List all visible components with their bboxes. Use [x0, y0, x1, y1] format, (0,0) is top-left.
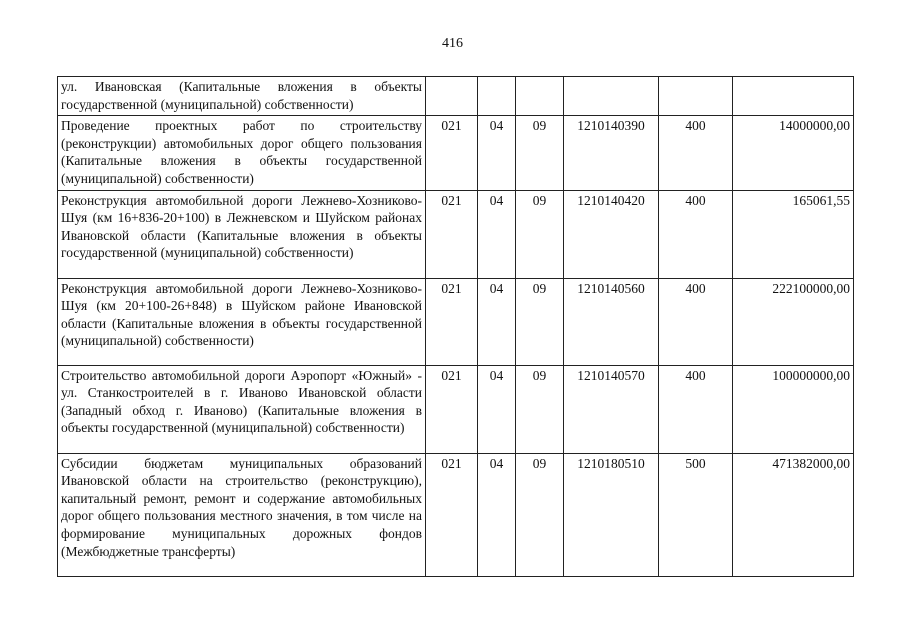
target-article-code: 1210140390: [564, 116, 659, 190]
table-row: [58, 365, 854, 453]
subsection-code: 09: [516, 453, 564, 576]
row-description: Реконструкция автомобильной дороги Лежнево-Хозниково-Шуя (км 20+100-26+848) в Шуйском районе Ивановской области (Капитальные вложения в объекты государственной (муниципальной) собственности): [58, 278, 426, 365]
section-code: 04: [478, 190, 516, 278]
budget-table: [57, 76, 854, 577]
section-code: 04: [478, 116, 516, 190]
ministry-code: 021: [426, 365, 478, 453]
subsection-code: 09: [516, 116, 564, 190]
section-code: 04: [478, 453, 516, 576]
ministry-code: 021: [426, 278, 478, 365]
amount: 471382000,00: [733, 453, 854, 576]
target-article-code: 1210140420: [564, 190, 659, 278]
row-description: ул. Ивановская (Капитальные вложения в объекты государственной (муниципальной) собственности): [58, 77, 426, 116]
subsection-code: 09: [516, 190, 564, 278]
amount: 100000000,00: [733, 365, 854, 453]
section-code: 04: [478, 365, 516, 453]
section-code: 04: [478, 278, 516, 365]
expense-type-code: [659, 77, 733, 116]
table-row: [58, 116, 854, 190]
expense-type-code: 400: [659, 365, 733, 453]
amount: 222100000,00: [733, 278, 854, 365]
expense-type-code: 400: [659, 278, 733, 365]
target-article-code: 1210180510: [564, 453, 659, 576]
target-article-code: [564, 77, 659, 116]
table-row: [58, 77, 854, 116]
row-description: Строительство автомобильной дороги Аэропорт «Южный» - ул. Станкостроителей в г. Иваново Ивановской области (Западный обход г. Иваново) (Капитальные вложения в объекты государственной (муниципальной) собственности): [58, 365, 426, 453]
amount: 14000000,00: [733, 116, 854, 190]
row-description: Проведение проектных работ по строительству (реконструкции) автомобильных дорог общего пользования (Капитальные вложения в объекты государственной (муниципальной) собственности): [58, 116, 426, 190]
ministry-code: [426, 77, 478, 116]
table-row: [58, 190, 854, 278]
amount: [733, 77, 854, 116]
table-row: [58, 453, 854, 576]
page-number: 416: [442, 36, 463, 51]
expense-type-code: 400: [659, 190, 733, 278]
row-description: Реконструкция автомобильной дороги Лежнево-Хозниково-Шуя (км 16+836-20+100) в Лежневском и Шуйском районах Ивановской области (Капитальные вложения в объекты государственной (муниципальной) собственности): [58, 190, 426, 278]
target-article-code: 1210140570: [564, 365, 659, 453]
subsection-code: 09: [516, 365, 564, 453]
subsection-code: [516, 77, 564, 116]
row-description: Субсидии бюджетам муниципальных образований Ивановской области на строительство (реконструкцию), капитальный ремонт, ремонт и содержание автомобильных дорог общего пользования местного значения, в том числе на формирование муниципальных дорожных фондов (Межбюджетные трансферты): [58, 453, 426, 576]
table-row: [58, 278, 854, 365]
amount: 165061,55: [733, 190, 854, 278]
ministry-code: 021: [426, 116, 478, 190]
section-code: [478, 77, 516, 116]
expense-type-code: 400: [659, 116, 733, 190]
expense-type-code: 500: [659, 453, 733, 576]
target-article-code: 1210140560: [564, 278, 659, 365]
ministry-code: 021: [426, 453, 478, 576]
ministry-code: 021: [426, 190, 478, 278]
subsection-code: 09: [516, 278, 564, 365]
